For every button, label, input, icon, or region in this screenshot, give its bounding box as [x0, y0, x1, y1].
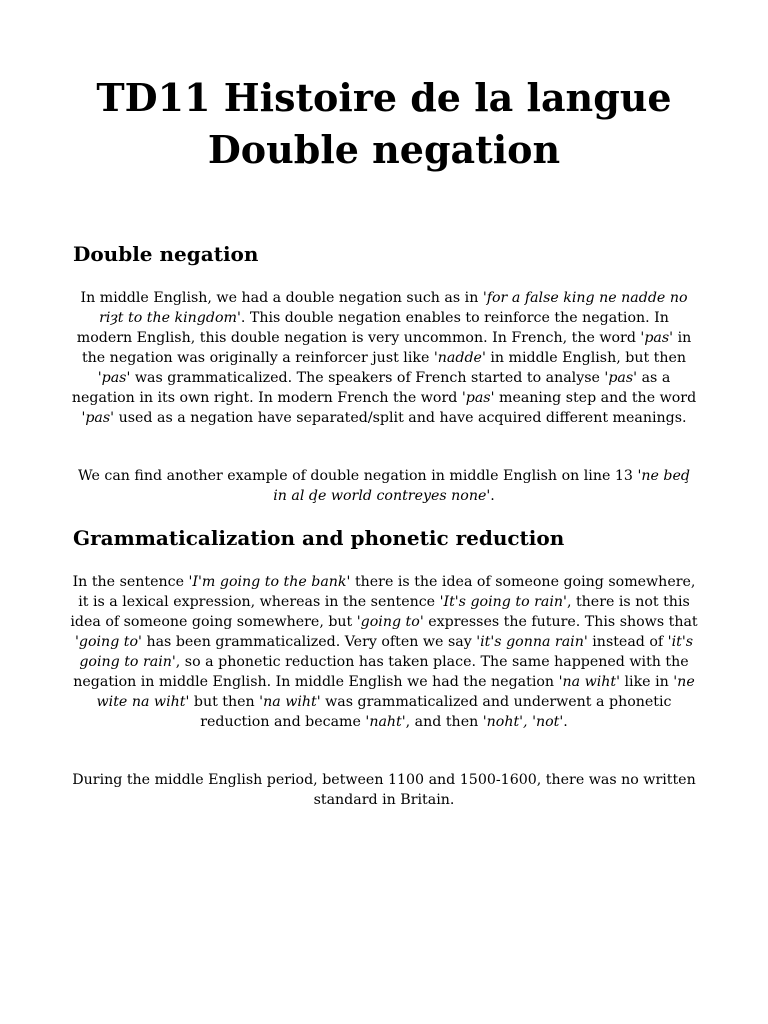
text-run: ' expresses the future. This shows that [419, 614, 698, 630]
italic-text: going to [360, 614, 420, 630]
text-run: ' in middle English, but then ' [97, 350, 687, 386]
text-run: ' in the negation was originally a reinforcer just like ' [81, 330, 692, 366]
italic-text: pas [608, 370, 634, 386]
italic-text: 'going to' [75, 634, 142, 650]
italic-text: I'm going to the bank [192, 574, 347, 590]
text-run: ' instead of ' [583, 634, 672, 650]
title-line-1: TD11 Histoire de la langue [96, 75, 672, 120]
text-run: ' was grammaticalized. The speakers of French started to analyse ' [126, 370, 609, 386]
italic-text: ne beḑ in al ḑe world contreyes none [273, 468, 690, 504]
paragraph [70, 288, 698, 428]
text-run: During the middle English period, between 1100 and 1500-1600, there was no written standard in Britain. [72, 772, 696, 808]
italic-text: noht', 'not [486, 714, 560, 730]
italic-text: pas [465, 390, 491, 406]
italic-text: pas [644, 330, 670, 346]
text-run: but then ' [189, 694, 264, 710]
text-run: ', and then ' [401, 714, 487, 730]
text-run: '. [559, 714, 568, 730]
paragraph [70, 770, 698, 810]
section-heading-grammaticalization: Grammaticalization and phonetic reduction [73, 526, 565, 550]
italic-text: pas [85, 410, 111, 426]
text-run: ' used as a negation have separated/split and have acquired different meanings. [110, 410, 687, 426]
text-run: We can find another example of double negation in middle English on line 13 ' [78, 468, 642, 484]
text-run: ' meaning step and the word ' [81, 390, 697, 426]
paragraph [70, 466, 698, 506]
italic-text: 'na wiht' [558, 674, 620, 690]
text-run: ' there is the idea of someone going somewhere, it is a lexical expression, whereas in the sentence [78, 574, 696, 610]
text-run: like in [620, 674, 674, 690]
text-run: ', there is not this idea of someone going somewhere, but ' [70, 594, 690, 630]
text-run: ' as a negation in its own right. In modern French the word ' [71, 370, 671, 406]
italic-text: it's going to rain [79, 634, 693, 670]
text-run: '. This double negation enables to reinforce the negation. In modern English, this double negation is very uncommon. In French, the word ' [76, 310, 669, 346]
text-run: In middle English, we had a double negation such as in ' [80, 290, 487, 306]
text-run: ', so a phonetic reduction has taken place. The same happened with the negation in middle English. In middle English we had the negation [73, 654, 689, 690]
paragraph [70, 572, 698, 732]
italic-text: for a false king ne nadde no riȝt to the kingdom [99, 290, 688, 326]
section-heading-double-negation: Double negation [73, 242, 259, 266]
text-run: has been grammaticalized. Very often we say ' [141, 634, 481, 650]
italic-text: 'It's going to rain [439, 594, 564, 610]
text-run: '. [486, 488, 495, 504]
page-title [40, 72, 728, 176]
italic-text: nadde [437, 350, 482, 366]
italic-text: it's gonna rain [480, 634, 584, 650]
italic-text: pas [101, 370, 127, 386]
italic-text: naht [369, 714, 402, 730]
title-line-2: Double negation [207, 127, 561, 172]
italic-text: 'ne wite na wiht' [96, 674, 695, 710]
text-run: ' was grammaticalized and underwent a phonetic reduction and became ' [200, 694, 672, 730]
text-run: In the sentence ' [72, 574, 193, 590]
italic-text: na wiht [263, 694, 317, 710]
